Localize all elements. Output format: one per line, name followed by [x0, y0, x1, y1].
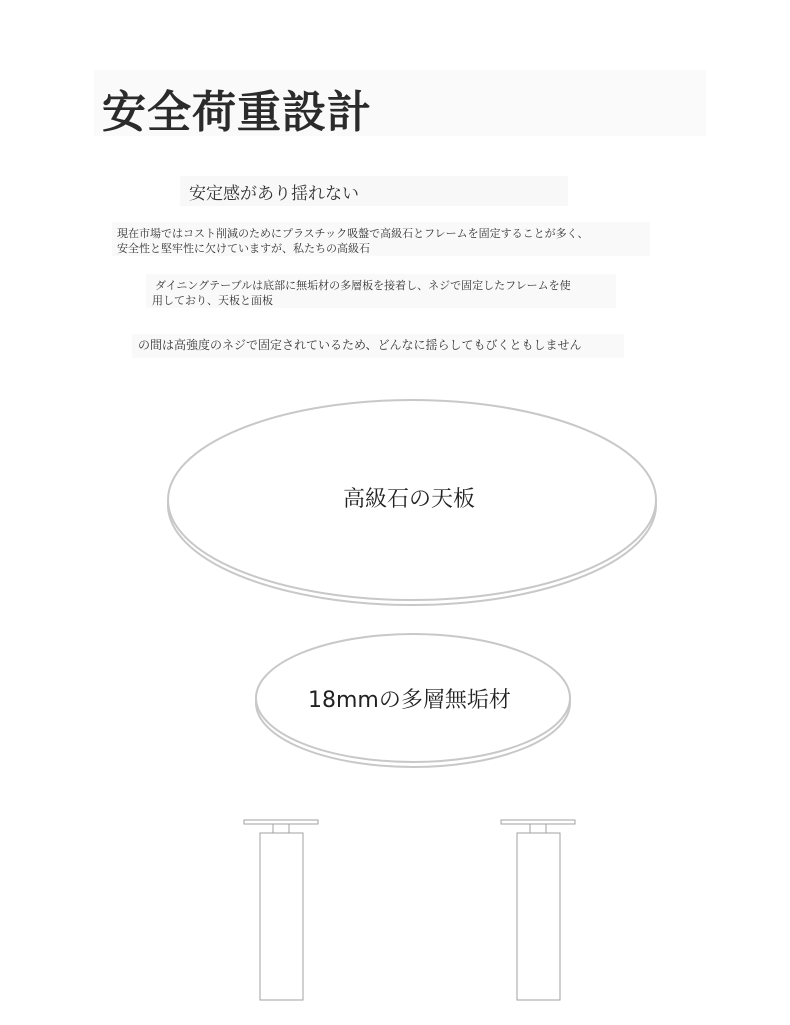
table-leg-left: [244, 820, 318, 1000]
paragraph-1-line-1: 現在市場ではコスト削減のためにプラスチック吸盤で高級石とフレームを固定することが多く、: [117, 227, 589, 240]
stone-tabletop-label: 高級石の天板: [343, 487, 476, 512]
paragraph-3: の間は高強度のネジで固定されているため、どんなに揺らしてもびくともしません: [138, 338, 582, 352]
paragraph-1-line-2: 安全性と堅牢性に欠けていますが、私たちの高級石: [117, 242, 370, 255]
page-subtitle: 安定感があり揺れない: [189, 184, 359, 204]
multilayer-wood-label: 18mmの多層無垢材: [308, 688, 511, 713]
page-title: 安全荷重設計: [102, 87, 372, 138]
table-leg-right: [501, 820, 575, 1000]
paragraph-2-line-2: 用しており、天板と面板: [152, 294, 273, 307]
paragraph-2-line-1: ダイニングテーブルは底部に無垢材の多層板を接着し、ネジで固定したフレームを使: [155, 279, 571, 292]
